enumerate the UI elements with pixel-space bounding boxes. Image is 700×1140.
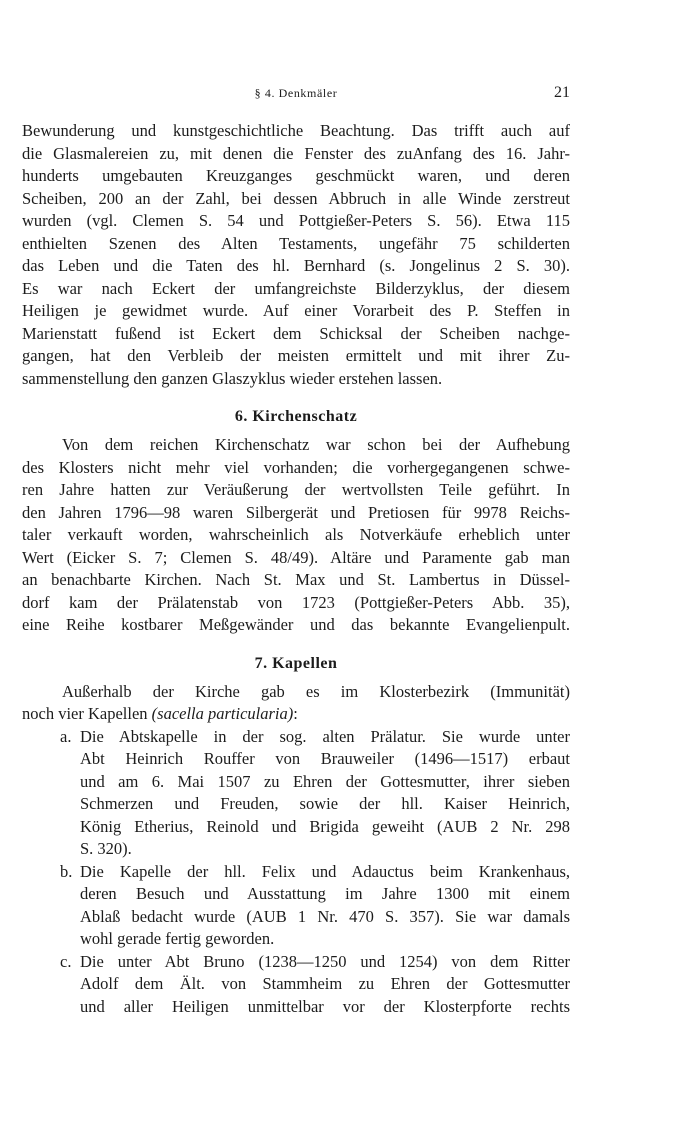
text-line: deren Besuch und Ausstattung im Jahre 1300 mit einem xyxy=(80,884,570,903)
text-line: Die unter Abt Bruno (1238—1250 und 1254) von dem Ritter xyxy=(80,951,570,971)
page-body xyxy=(22,120,570,1018)
text-line: Bewunderung und kunstgeschichtliche Beachtung. Das trifft auch auf xyxy=(22,121,570,140)
text-line: und aller Heiligen unmittelbar vor der Klosterpforte rechts xyxy=(80,996,570,1016)
text-line: Außerhalb der Kirche gab es im Klosterbezirk (Immunität) xyxy=(62,681,570,701)
section-heading-kirchenschatz: 6. Kirchenschatz xyxy=(234,408,358,425)
paragraph-kirchenschatz xyxy=(22,434,570,637)
list-item-abtskapelle xyxy=(22,726,570,861)
list-item-felix-adauctus xyxy=(22,861,570,951)
intro-colon: : xyxy=(293,704,298,723)
paragraph-kapellen-intro xyxy=(22,681,570,726)
text-line: den Jahren 1796—98 waren Silbergerät und Pretiosen für 9978 Reichs- xyxy=(22,502,570,522)
running-header xyxy=(22,84,570,104)
text-line: ren Jahre hatten zur Veräußerung der wertvollsten Teile geführt. In xyxy=(22,480,570,499)
text-line: an benachbarte Kirchen. Nach St. Max und St. Lambertus in Düssel- xyxy=(22,570,570,589)
text-line: die Glasmalereien zu, mit denen die Fenster des zuAnfang des 16. Jahr- xyxy=(22,143,570,163)
text-line: König Etherius, Reinold und Brigida geweiht (AUB 2 Nr. 298 xyxy=(80,816,570,836)
text-line: Marienstatt fußend ist Eckert dem Schicksal der Scheiben nachge- xyxy=(22,323,570,343)
text-line: Adolf dem Ält. von Stammheim zu Ehren der Gottesmutter xyxy=(80,974,570,993)
text-line: Scheiben, 200 an der Zahl, bei dessen Abbruch in alle Winde zerstreut xyxy=(22,188,570,208)
intro-text: noch vier Kapellen xyxy=(22,704,152,723)
text-line: Ablaß bedacht wurde (AUB 1 Nr. 470 S. 357). Sie war damals xyxy=(80,906,570,926)
latin-term: (sacella particularia) xyxy=(151,704,294,723)
text-line xyxy=(22,703,570,726)
text-line: gangen, hat den Verbleib der meisten ermittelt und mit ihrer Zu- xyxy=(22,346,570,365)
text-line: Die Kapelle der hll. Felix und Adauctus beim Krankenhaus, xyxy=(80,861,570,881)
text-line: dorf kam der Prälatenstab von 1723 (Pottgießer-Peters Abb. 35), xyxy=(22,592,570,612)
text-line: wohl gerade fertig geworden. xyxy=(80,929,275,948)
text-line: sammenstellung den ganzen Glaszyklus wieder erstehen lassen. xyxy=(22,368,443,388)
list-item-bruno-kapelle xyxy=(22,951,570,1019)
page-number: 21 xyxy=(554,84,570,101)
text-line: Heiligen je gewidmet wurde. Auf einer Vorarbeit des P. Steffen in xyxy=(22,301,570,320)
text-line: eine Reihe kostbarer Meßgewänder und das bekannte Evangelienpult. xyxy=(22,615,570,634)
text-line: S. 320). xyxy=(80,839,132,858)
text-line: Von dem reichen Kirchenschatz war schon bei der Aufhebung xyxy=(62,435,570,454)
list-marker: b. xyxy=(60,861,73,881)
text-line: Die Abtskapelle in der sog. alten Prälatur. Sie wurde unter xyxy=(80,726,570,746)
text-line: und am 6. Mai 1507 zu Ehren der Gottesmutter, ihrer sieben xyxy=(80,771,570,791)
running-title: § 4. Denkmäler xyxy=(254,86,338,100)
text-line: Schmerzen und Freuden, sowie der hll. Kaiser Heinrich, xyxy=(80,794,570,813)
list-marker: a. xyxy=(60,726,72,746)
text-line: Es war nach Eckert der umfangreichste Bilderzyklus, der diesem xyxy=(22,278,570,298)
text-line: enthielten Szenen des Alten Testaments, ungefähr 75 schilderten xyxy=(22,233,570,253)
text-line: hunderts umgebauten Kreuzganges geschmückt waren, und deren xyxy=(22,166,570,185)
list-marker: c. xyxy=(60,951,72,971)
text-line: des Klosters nicht mehr viel vorhanden; die vorhergegangenen schwe- xyxy=(22,457,570,477)
text-line: Abt Heinrich Rouffer von Brauweiler (1496—1517) erbaut xyxy=(80,749,570,768)
paragraph-glasmalereien xyxy=(22,120,570,390)
text-line: Wert (Eicker S. 7; Clemen S. 48/49). Altäre und Paramente gab man xyxy=(22,547,570,567)
section-heading-kapellen: 7. Kapellen xyxy=(254,654,338,672)
text-line: taler verkauft worden, wahrscheinlich als Notverkäufe erheblich unter xyxy=(22,525,570,544)
text-line: das Leben und die Taten des hl. Bernhard (s. Jongelinus 2 S. 30). xyxy=(22,256,570,275)
text-line: wurden (vgl. Clemen S. 54 und Pottgießer-Peters S. 56). Etwa 115 xyxy=(22,211,570,230)
